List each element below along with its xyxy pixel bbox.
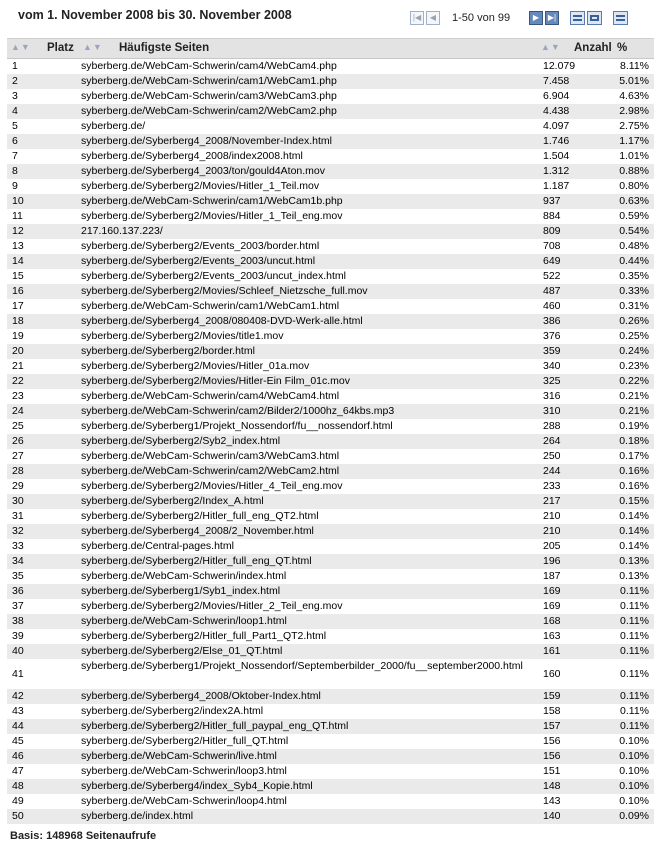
table-row	[7, 269, 654, 284]
count-cell: 708	[543, 240, 561, 252]
pct-cell: 4.63%	[619, 90, 649, 102]
pct-cell: 2.75%	[619, 120, 649, 132]
top-pages-table	[7, 38, 654, 824]
rank-cell: 5	[12, 120, 18, 132]
count-cell: 264	[543, 435, 561, 447]
count-cell: 187	[543, 570, 561, 582]
pct-cell: 0.22%	[619, 375, 649, 387]
table-row	[7, 689, 654, 704]
page-cell: syberberg.de/WebCam-Schwerin/cam2/WebCam2.html	[81, 465, 340, 477]
detail-view-icon[interactable]	[613, 11, 628, 25]
pct-cell: 0.10%	[619, 735, 649, 747]
table-row	[7, 779, 654, 794]
page-cell: syberberg.de/WebCam-Schwerin/cam4/WebCam4.php	[81, 60, 337, 72]
page-cell: syberberg.de/Syberberg2/Hitler_full_paypal_eng_QT.html	[81, 720, 349, 732]
page-cell: syberberg.de/Syberberg4/index_Syb4_Kopie.html	[81, 780, 313, 792]
date-range: vom 1. November 2008 bis 30. November 2008	[18, 8, 292, 22]
count-cell: 210	[543, 510, 561, 522]
count-cell: 158	[543, 705, 561, 717]
pct-cell: 0.18%	[619, 435, 649, 447]
table-row	[7, 254, 654, 269]
table-row	[7, 134, 654, 149]
pct-cell: 0.24%	[619, 345, 649, 357]
pct-cell: 0.17%	[619, 450, 649, 462]
table-row	[7, 299, 654, 314]
table-row	[7, 284, 654, 299]
pct-cell: 0.11%	[620, 690, 649, 702]
page-cell: syberberg.de/Syberberg4_2008/Oktober-Index.html	[81, 690, 321, 702]
rank-cell: 19	[12, 330, 24, 342]
table-row	[7, 164, 654, 179]
table-row	[7, 794, 654, 809]
page-range: 1-50 von 99	[452, 12, 511, 24]
count-cell: 4.438	[543, 105, 570, 117]
table-row	[7, 704, 654, 719]
rank-cell: 46	[12, 750, 24, 762]
table-row	[7, 419, 654, 434]
pct-cell: 0.09%	[619, 810, 649, 822]
page-cell: syberberg.de/Syberberg2/Hitler_full_QT.html	[81, 735, 289, 747]
page-cell: syberberg.de/WebCam-Schwerin/cam3/WebCam3.html	[81, 450, 340, 462]
page-cell: syberberg.de/	[81, 120, 146, 132]
previous-page-icon[interactable]: ◀	[426, 11, 440, 25]
page-cell: syberberg.de/WebCam-Schwerin/cam4/WebCam4.html	[81, 390, 340, 402]
count-cell: 316	[543, 390, 561, 402]
rank-cell: 37	[12, 600, 24, 612]
rank-cell: 40	[12, 645, 24, 657]
pct-cell: 0.88%	[619, 165, 649, 177]
rank-cell: 33	[12, 540, 24, 552]
pct-cell: 0.26%	[619, 315, 649, 327]
sort-count-icon[interactable]: ▲▼	[541, 42, 561, 52]
table-row	[7, 59, 654, 74]
page-cell: syberberg.de/Syberberg2/Movies/Hitler_2_Teil_eng.mov	[81, 600, 343, 612]
table-row	[7, 479, 654, 494]
count-cell: 460	[543, 300, 561, 312]
table-row	[7, 719, 654, 734]
page-cell: syberberg.de/Syberberg2/Movies/title1.mov	[81, 330, 284, 342]
rank-cell: 4	[12, 105, 18, 117]
page-cell: syberberg.de/Syberberg2/Events_2003/uncut.html	[81, 255, 316, 267]
table-row	[7, 149, 654, 164]
rank-cell: 6	[12, 135, 18, 147]
table-row	[7, 629, 654, 644]
count-cell: 340	[543, 360, 561, 372]
page-cell: syberberg.de/Syberberg1/Projekt_Nossendorf/Septemberbilder_2000/fu__september2000.html	[81, 660, 523, 672]
page-cell: syberberg.de/index.html	[81, 810, 194, 822]
rank-cell: 29	[12, 480, 24, 492]
rank-cell: 12	[12, 225, 24, 237]
count-cell: 7.458	[543, 75, 570, 87]
pct-cell: 0.16%	[619, 480, 649, 492]
pct-cell: 0.31%	[619, 300, 649, 312]
page-cell: syberberg.de/Syberberg4_2008/080408-DVD-Werk-alle.html	[81, 315, 363, 327]
pct-cell: 0.11%	[620, 668, 649, 680]
rank-cell: 3	[12, 90, 18, 102]
page-cell: syberberg.de/Central-pages.html	[81, 540, 234, 552]
table-row	[7, 749, 654, 764]
page-cell: syberberg.de/WebCam-Schwerin/cam2/WebCam2.php	[81, 105, 337, 117]
count-cell: 1.746	[543, 135, 570, 147]
stats-header	[0, 0, 666, 36]
rank-cell: 35	[12, 570, 24, 582]
table-row	[7, 524, 654, 539]
rank-cell: 41	[12, 668, 24, 680]
count-cell: 649	[543, 255, 561, 267]
col-count-header[interactable]: Anzahl	[574, 42, 612, 54]
pct-cell: 0.11%	[620, 705, 649, 717]
table-row	[7, 659, 654, 689]
rank-cell: 39	[12, 630, 24, 642]
rank-cell: 38	[12, 615, 24, 627]
page-cell: syberberg.de/WebCam-Schwerin/index.html	[81, 570, 287, 582]
rank-cell: 13	[12, 240, 24, 252]
page-cell: syberberg.de/Syberberg2/Movies/Hitler_01a.mov	[81, 360, 310, 372]
page-cell: syberberg.de/Syberberg2/Movies/Hitler-Ein Film_01c.mov	[81, 375, 351, 387]
table-row	[7, 644, 654, 659]
pct-cell: 0.10%	[619, 780, 649, 792]
count-cell: 233	[543, 480, 561, 492]
count-cell: 143	[543, 795, 561, 807]
count-cell: 12.079	[543, 60, 576, 72]
pct-cell: 5.01%	[619, 75, 649, 87]
pct-cell: 0.25%	[619, 330, 649, 342]
pct-cell: 0.11%	[620, 615, 649, 627]
rank-cell: 24	[12, 405, 24, 417]
count-cell: 159	[543, 690, 561, 702]
pct-cell: 0.10%	[619, 795, 649, 807]
rank-cell: 1	[12, 60, 18, 72]
pct-cell: 0.11%	[620, 720, 649, 732]
pct-cell: 0.33%	[619, 285, 649, 297]
count-cell: 205	[543, 540, 561, 552]
pct-cell: 1.17%	[619, 135, 649, 147]
page-cell: syberberg.de/WebCam-Schwerin/loop4.html	[81, 795, 287, 807]
col-page-header[interactable]: Häufigste Seiten	[119, 42, 210, 54]
rank-cell: 34	[12, 555, 24, 567]
table-row	[7, 359, 654, 374]
pct-cell: 0.48%	[619, 240, 649, 252]
page-cell: syberberg.de/Syberberg2/Else_01_QT.html	[81, 645, 283, 657]
page-cell: syberberg.de/Syberberg2/Movies/Hitler_1_Teil.mov	[81, 180, 320, 192]
table-row	[7, 494, 654, 509]
pct-cell: 0.59%	[619, 210, 649, 222]
page-cell: 217.160.137.223/	[81, 225, 163, 237]
count-cell: 1.504	[543, 150, 570, 162]
table-row	[7, 449, 654, 464]
table-row	[7, 239, 654, 254]
rank-cell: 23	[12, 390, 24, 402]
pct-cell: 8.11%	[620, 60, 649, 72]
table-row	[7, 314, 654, 329]
count-cell: 310	[543, 405, 561, 417]
table-row	[7, 104, 654, 119]
next-page-icon[interactable]: ▶	[529, 11, 543, 25]
count-cell: 359	[543, 345, 561, 357]
table-row	[7, 344, 654, 359]
table-row	[7, 209, 654, 224]
pct-cell: 0.10%	[619, 750, 649, 762]
table-row	[7, 539, 654, 554]
page-cell: syberberg.de/Syberberg4_2008/index2008.html	[81, 150, 303, 162]
table-row	[7, 464, 654, 479]
count-cell: 376	[543, 330, 561, 342]
count-cell: 1.187	[543, 180, 570, 192]
rank-cell: 43	[12, 705, 24, 717]
col-pct-header: %	[617, 42, 628, 54]
pct-cell: 0.14%	[619, 525, 649, 537]
page-cell: syberberg.de/Syberberg2/Hitler_full_Part1_QT2.html	[81, 630, 327, 642]
page-cell: syberberg.de/WebCam-Schwerin/cam3/WebCam3.php	[81, 90, 337, 102]
rank-cell: 36	[12, 585, 24, 597]
pct-cell: 0.54%	[619, 225, 649, 237]
rank-cell: 15	[12, 270, 24, 282]
page-cell: syberberg.de/WebCam-Schwerin/cam1/WebCam1.php	[81, 75, 337, 87]
count-cell: 487	[543, 285, 561, 297]
table-row	[7, 809, 654, 824]
count-cell: 160	[543, 668, 561, 680]
page-cell: syberberg.de/Syberberg2/Movies/Hitler_1_Teil_eng.mov	[81, 210, 343, 222]
count-cell: 163	[543, 630, 561, 642]
rank-cell: 18	[12, 315, 24, 327]
page-cell: syberberg.de/Syberberg2/Syb2_index.html	[81, 435, 281, 447]
page-cell: syberberg.de/WebCam-Schwerin/loop1.html	[81, 615, 287, 627]
rank-cell: 21	[12, 360, 24, 372]
table-row	[7, 119, 654, 134]
table-row	[7, 404, 654, 419]
pct-cell: 0.19%	[619, 420, 649, 432]
rank-cell: 31	[12, 510, 24, 522]
rank-cell: 16	[12, 285, 24, 297]
pct-cell: 0.13%	[619, 570, 649, 582]
count-cell: 217	[543, 495, 561, 507]
count-cell: 151	[543, 765, 561, 777]
table-row	[7, 734, 654, 749]
pct-cell: 0.44%	[619, 255, 649, 267]
table-row	[7, 74, 654, 89]
count-cell: 169	[543, 600, 561, 612]
pct-cell: 0.21%	[619, 390, 649, 402]
table-row	[7, 389, 654, 404]
count-cell: 148	[543, 780, 561, 792]
page-cell: syberberg.de/Syberberg4_2008/2_November.html	[81, 525, 314, 537]
table-row	[7, 584, 654, 599]
count-cell: 809	[543, 225, 561, 237]
table-row	[7, 434, 654, 449]
count-cell: 196	[543, 555, 561, 567]
pct-cell: 0.23%	[619, 360, 649, 372]
rank-cell: 45	[12, 735, 24, 747]
table-header	[7, 38, 654, 59]
rank-cell: 42	[12, 690, 24, 702]
table-row	[7, 329, 654, 344]
table-row	[7, 374, 654, 389]
count-cell: 156	[543, 735, 561, 747]
page-cell: syberberg.de/WebCam-Schwerin/live.html	[81, 750, 277, 762]
rank-cell: 11	[12, 210, 23, 222]
table-row	[7, 194, 654, 209]
pct-cell: 0.80%	[619, 180, 649, 192]
count-cell: 210	[543, 525, 561, 537]
last-page-icon[interactable]: ▶|	[545, 11, 559, 25]
sort-rank-icon[interactable]: ▲▼	[11, 42, 31, 52]
pct-cell: 0.16%	[619, 465, 649, 477]
page-cell: syberberg.de/WebCam-Schwerin/cam1/WebCam1b.php	[81, 195, 343, 207]
pct-cell: 0.11%	[620, 600, 649, 612]
rank-cell: 8	[12, 165, 18, 177]
pct-cell: 0.14%	[619, 540, 649, 552]
page-cell: syberberg.de/WebCam-Schwerin/loop3.html	[81, 765, 287, 777]
table-row	[7, 599, 654, 614]
pct-cell: 0.21%	[619, 405, 649, 417]
count-cell: 168	[543, 615, 561, 627]
rank-cell: 32	[12, 525, 24, 537]
rank-cell: 22	[12, 375, 24, 387]
page-cell: syberberg.de/WebCam-Schwerin/cam1/WebCam1.html	[81, 300, 340, 312]
table-row	[7, 554, 654, 569]
grid-view-icon[interactable]	[587, 11, 602, 25]
count-cell: 937	[543, 195, 561, 207]
page-cell: syberberg.de/Syberberg4_2003/ton/gould4Aton.mov	[81, 165, 326, 177]
count-cell: 325	[543, 375, 561, 387]
page-cell: syberberg.de/Syberberg2/Hitler_full_eng_QT.html	[81, 555, 312, 567]
page-cell: syberberg.de/WebCam-Schwerin/cam2/Bilder2/1000hz_64kbs.mp3	[81, 405, 395, 417]
rank-cell: 44	[12, 720, 24, 732]
count-cell: 244	[543, 465, 561, 477]
page-cell: syberberg.de/Syberberg4_2008/November-Index.html	[81, 135, 332, 147]
col-rank-header[interactable]: Platz	[47, 42, 74, 54]
rank-cell: 26	[12, 435, 24, 447]
table-row	[7, 764, 654, 779]
first-page-icon[interactable]: |◀	[410, 11, 424, 25]
rank-cell: 17	[12, 300, 24, 312]
rank-cell: 10	[12, 195, 24, 207]
pct-cell: 0.13%	[619, 555, 649, 567]
page-cell: syberberg.de/Syberberg2/Movies/Hitler_4_Teil_eng.mov	[81, 480, 343, 492]
page-cell: syberberg.de/Syberberg2/index2A.html	[81, 705, 264, 717]
page-cell: syberberg.de/Syberberg2/Events_2003/uncut_index.html	[81, 270, 347, 282]
count-cell: 250	[543, 450, 561, 462]
page-cell: syberberg.de/Syberberg2/Events_2003/border.html	[81, 240, 320, 252]
pct-cell: 1.01%	[619, 150, 649, 162]
count-cell: 288	[543, 420, 561, 432]
count-cell: 157	[543, 720, 561, 732]
table-row	[7, 89, 654, 104]
count-cell: 522	[543, 270, 561, 282]
page-cell: syberberg.de/Syberberg2/Movies/Schleef_Nietzsche_full.mov	[81, 285, 368, 297]
table-body	[7, 59, 654, 824]
pct-cell: 0.15%	[619, 495, 649, 507]
rank-cell: 20	[12, 345, 24, 357]
page-cell: syberberg.de/Syberberg1/Syb1_index.html	[81, 585, 281, 597]
pct-cell: 2.98%	[619, 105, 649, 117]
count-cell: 386	[543, 315, 561, 327]
table-row	[7, 509, 654, 524]
count-cell: 1.312	[543, 165, 570, 177]
count-cell: 6.904	[543, 90, 570, 102]
table-row	[7, 179, 654, 194]
count-cell: 169	[543, 585, 561, 597]
rank-cell: 14	[12, 255, 24, 267]
basis-footer: Basis: 148968 Seitenaufrufe	[10, 830, 157, 842]
rank-cell: 48	[12, 780, 24, 792]
rank-cell: 49	[12, 795, 24, 807]
table-row	[7, 224, 654, 239]
count-cell: 140	[543, 810, 561, 822]
sort-page-icon[interactable]: ▲▼	[83, 42, 103, 52]
table-row	[7, 614, 654, 629]
rank-cell: 50	[12, 810, 24, 822]
rank-cell: 30	[12, 495, 24, 507]
rank-cell: 25	[12, 420, 24, 432]
pct-cell: 0.11%	[620, 645, 649, 657]
rank-cell: 9	[12, 180, 18, 192]
pct-cell: 0.35%	[619, 270, 649, 282]
count-cell: 156	[543, 750, 561, 762]
rank-cell: 2	[12, 75, 18, 87]
pct-cell: 0.63%	[619, 195, 649, 207]
count-cell: 884	[543, 210, 561, 222]
pct-cell: 0.14%	[619, 510, 649, 522]
page-cell: syberberg.de/Syberberg2/Index_A.html	[81, 495, 264, 507]
rank-cell: 28	[12, 465, 24, 477]
table-row	[7, 569, 654, 584]
count-cell: 4.097	[543, 120, 570, 132]
rank-cell: 7	[12, 150, 18, 162]
pct-cell: 0.11%	[620, 585, 649, 597]
count-cell: 161	[543, 645, 561, 657]
page-cell: syberberg.de/Syberberg2/border.html	[81, 345, 255, 357]
page-cell: syberberg.de/Syberberg2/Hitler_full_eng_QT2.html	[81, 510, 319, 522]
pct-cell: 0.10%	[619, 765, 649, 777]
page-cell: syberberg.de/Syberberg1/Projekt_Nossendorf/fu__nossendorf.html	[81, 420, 393, 432]
rank-cell: 47	[12, 765, 24, 777]
list-view-icon[interactable]	[570, 11, 585, 25]
pct-cell: 0.11%	[620, 630, 649, 642]
rank-cell: 27	[12, 450, 24, 462]
